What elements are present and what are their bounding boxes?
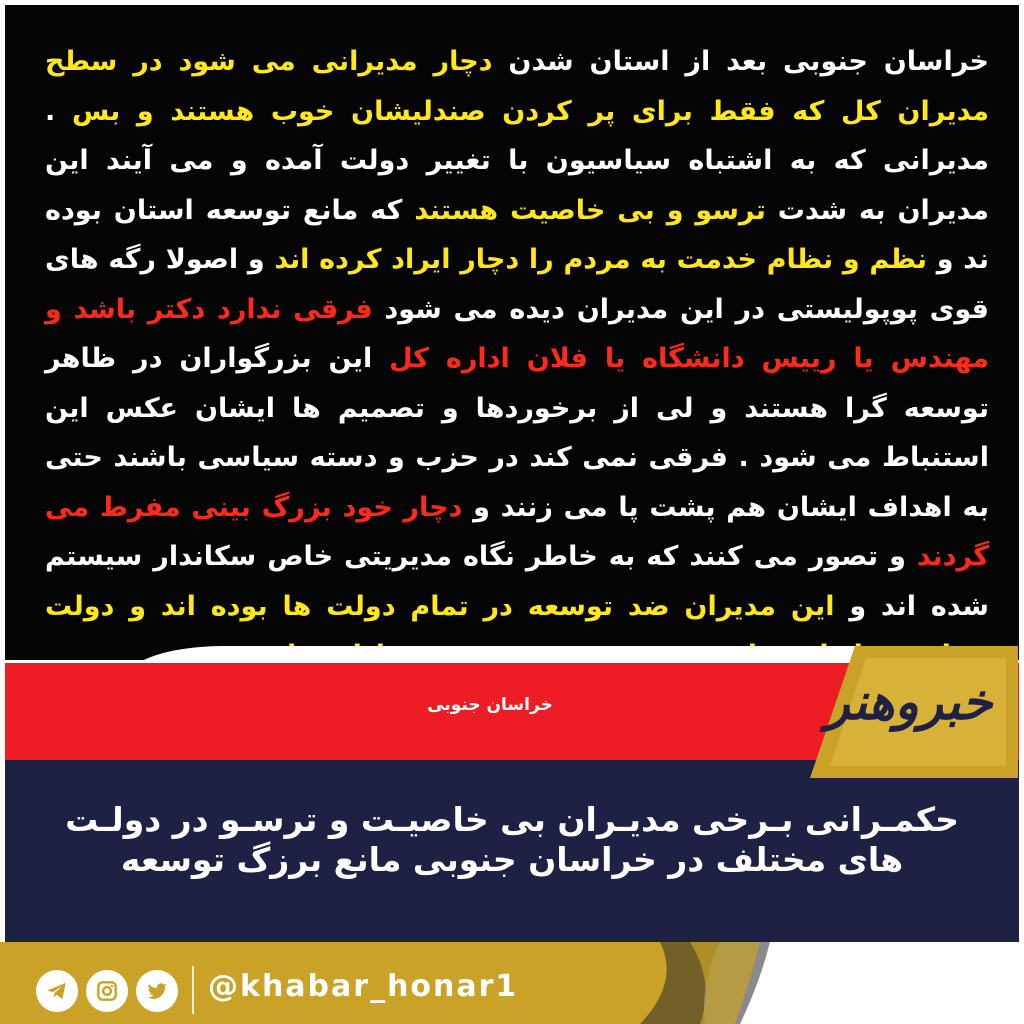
instagram-icon <box>94 978 120 1004</box>
twitter-icon <box>144 978 170 1004</box>
footer-divider <box>192 966 194 1014</box>
body-segment: خراسان جنوبی بعد از استان شدن <box>492 46 989 77</box>
body-segment: دچار خود بزرگ بینی مفرط می گردند <box>45 491 989 572</box>
body-segment: ترسو و بی خاصیت هستند <box>414 194 766 226</box>
twitter-button[interactable] <box>136 970 178 1012</box>
headline-line-1: حکمـرانی بـرخی مدیـران بی خاصیـت و ترسـو در دولـت <box>65 800 959 839</box>
body-segment: نظم و نظام خدمت به مردم را دچار ایراد کرده اند <box>274 244 927 275</box>
body-segment: که مانع توسعه استان بوده ند و <box>45 194 989 275</box>
social-handle[interactable]: @khabar_honar1 <box>208 969 519 1004</box>
logo-wordmark: خبروهنر <box>825 672 993 731</box>
location-label: خراسان جنوبی <box>427 695 553 715</box>
body-segment: . مدیرانی که به اشتباه سیاسیون با تغییر دولت آمده و می آیند این مدیران به شدت <box>45 95 989 226</box>
body-segment: و اصولا رگه های قوی پوپولیستی در این مدیران دیده می شود <box>45 244 989 325</box>
footer-bar <box>0 942 1024 1024</box>
body-segment: دچار مدیرانی می شود در سطح مدیران کل که فقط برای پر کردن صندلیشان خوب هستند و بس <box>45 46 989 127</box>
article-body-text <box>45 37 989 681</box>
body-segment: و تصور می کنند که به خاطر نگاه مدیریتی خاص سکاندار سیستم شده اند و <box>45 541 989 622</box>
body-segment: این مدیران ضد توسعه در تمام دولت ها بوده اند و دولت <box>45 590 835 622</box>
headline <box>30 800 994 880</box>
telegram-button[interactable] <box>36 970 78 1012</box>
body-segment: فرقی ندارد دکتر باشد و مهندس یا رییس دانشگاه یا فلان اداره کل <box>45 293 990 374</box>
article-body-panel <box>5 5 1019 660</box>
body-segment: این بزرگواران در ظاهر توسعه گرا هستند و لی از برخوردها و تصمیم ها ایشان عکس این استنباط می شود . فرقی نمی کند در حزب و دسته سیاسی باشند حتی به اهداف ایشان هم پشت پا می زنند و <box>45 343 989 523</box>
instagram-button[interactable] <box>86 970 128 1012</box>
telegram-icon <box>44 978 70 1004</box>
headline-line-2: های مختلف در خراسان جنوبی مانع برزگ توسعه <box>120 840 904 879</box>
